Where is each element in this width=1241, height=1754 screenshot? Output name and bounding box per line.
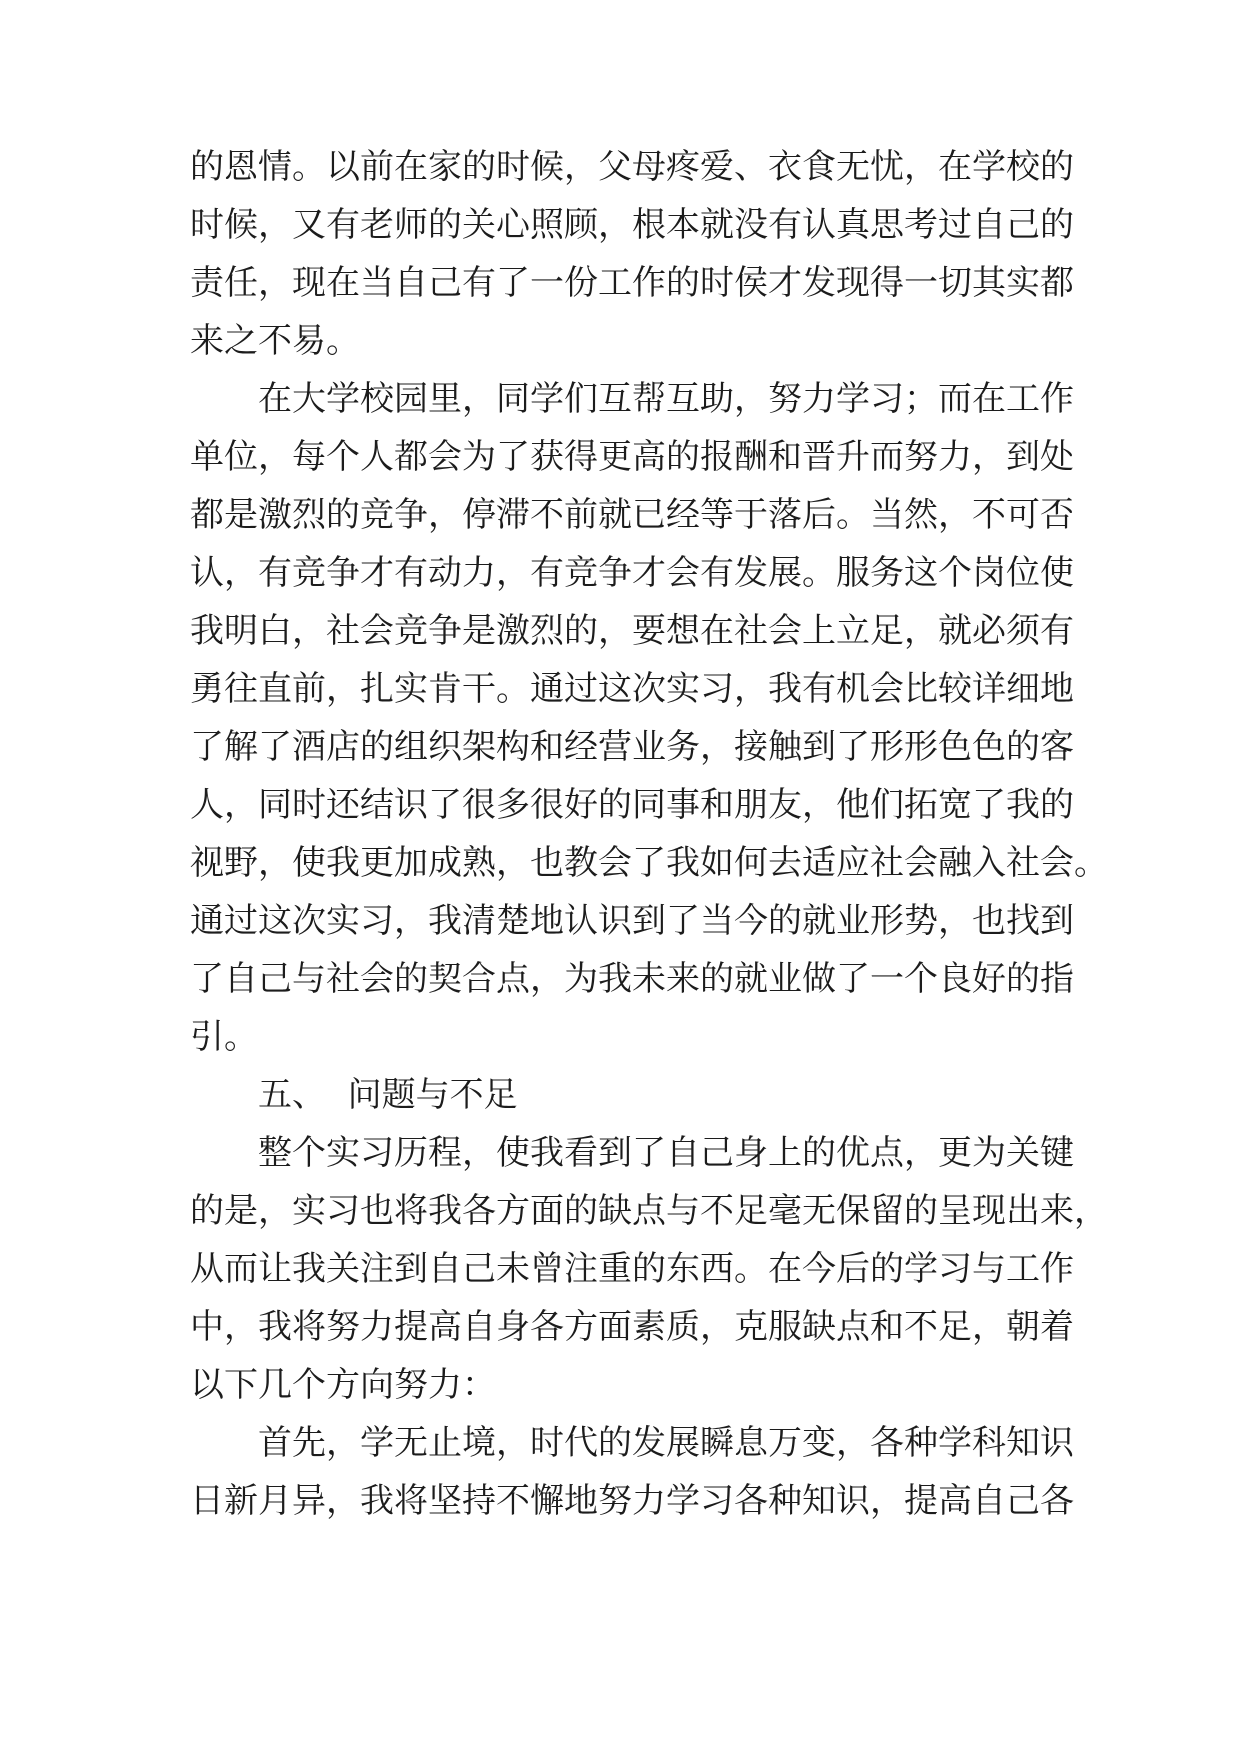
text-line-19: 的是，实习也将我各方面的缺点与不足毫无保留的呈现出来， <box>190 1191 1108 1231</box>
text-line-13: 视野，使我更加成熟，也教会了我如何去适应社会融入社会。 <box>190 843 1108 883</box>
text-line-1: 的恩情。以前在家的时候，父母疼爱、衣食无忧，在学校的 <box>190 147 1074 187</box>
text-line-23: 首先，学无止境，时代的发展瞬息万变，各种学科知识 <box>258 1423 1074 1463</box>
text-line-5: 在大学校园里，同学们互帮互助，努力学习；而在工作 <box>258 379 1074 419</box>
text-line-22: 以下几个方向努力： <box>190 1365 496 1405</box>
text-line-7: 都是激烈的竞争，停滞不前就已经等于落后。当然，不可否 <box>190 495 1074 535</box>
text-line-11: 了解了酒店的组织架构和经营业务，接触到了形形色色的客 <box>190 727 1074 767</box>
text-line-2: 时候，又有老师的关心照顾，根本就没有认真思考过自己的 <box>190 205 1074 245</box>
text-line-12: 人，同时还结识了很多很好的同事和朋友，他们拓宽了我的 <box>190 785 1074 825</box>
text-line-15: 了自己与社会的契合点，为我未来的就业做了一个良好的指 <box>190 959 1074 999</box>
text-line-9: 我明白，社会竞争是激烈的，要想在社会上立足，就必须有 <box>190 611 1074 651</box>
text-line-8: 认，有竞争才有动力，有竞争才会有发展。服务这个岗位使 <box>190 553 1074 593</box>
text-line-21: 中，我将努力提高自身各方面素质，克服缺点和不足，朝着 <box>190 1307 1074 1347</box>
section-heading: 五、 问题与不足 <box>258 1075 518 1115</box>
text-line-20: 从而让我关注到自己未曾注重的东西。在今后的学习与工作 <box>190 1249 1074 1289</box>
text-line-16: 引。 <box>190 1017 258 1057</box>
text-line-10: 勇往直前，扎实肯干。通过这次实习，我有机会比较详细地 <box>190 669 1074 709</box>
text-line-6: 单位，每个人都会为了获得更高的报酬和晋升而努力，到处 <box>190 437 1074 477</box>
text-line-24: 日新月异，我将坚持不懈地努力学习各种知识，提高自己各 <box>190 1481 1074 1521</box>
text-line-14: 通过这次实习，我清楚地认识到了当今的就业形势，也找到 <box>190 901 1074 941</box>
text-line-3: 责任，现在当自己有了一份工作的时侯才发现得一切其实都 <box>190 263 1074 303</box>
text-line-4: 来之不易。 <box>190 321 360 361</box>
text-line-18: 整个实习历程，使我看到了自己身上的优点，更为关键 <box>258 1133 1074 1173</box>
